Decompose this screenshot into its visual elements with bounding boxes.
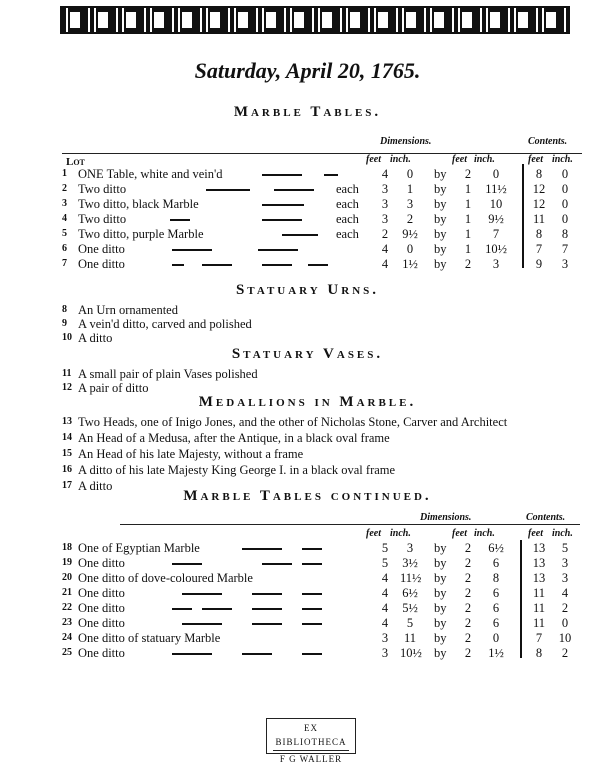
dimension-feet-2: 1: [464, 242, 472, 256]
dimension-inch-1: 10½: [400, 646, 422, 660]
each-label: each: [336, 227, 359, 241]
list-item: [62, 462, 582, 478]
inch-label: inch.: [474, 154, 495, 165]
dimension-inch-1: 11: [403, 631, 417, 645]
list-item: [62, 430, 582, 446]
leader-dash: [172, 264, 184, 266]
leader-dash: [302, 563, 322, 565]
leader-dash: [308, 264, 328, 266]
leader-dash: [262, 264, 292, 266]
leader-dash: [262, 219, 302, 221]
lot-number: 24: [62, 632, 72, 643]
lot-number: 22: [62, 602, 72, 613]
table-row: [62, 615, 582, 631]
dimension-feet-2: 2: [464, 601, 472, 615]
dimension-feet-2: 2: [464, 167, 472, 181]
lot-number: 8: [62, 304, 67, 315]
contents-inch: 4: [561, 586, 569, 600]
dimension-feet-2: 1: [464, 197, 472, 211]
contents-inch: 0: [561, 167, 569, 181]
dimension-feet-1: 4: [381, 586, 389, 600]
inch-label: inch.: [474, 528, 495, 539]
contents-feet: 11: [532, 616, 546, 630]
contents-feet: 13: [532, 556, 546, 570]
dimension-inch-1: 5: [406, 616, 414, 630]
leader-dash: [258, 249, 298, 251]
leader-dash: [202, 608, 232, 610]
leader-dash: [252, 593, 282, 595]
leader-dash: [242, 653, 272, 655]
lot-number: 16: [62, 464, 72, 475]
dimension-feet-2: 2: [464, 571, 472, 585]
table-row: [62, 166, 582, 182]
table-row: [62, 630, 582, 646]
contents-header: Contents.: [528, 136, 568, 147]
by-label: by: [434, 541, 447, 555]
column-rule: [522, 164, 524, 268]
leader-dash: [262, 174, 302, 176]
lot-number: 17: [62, 480, 72, 491]
leader-dash: [182, 623, 222, 625]
by-label: by: [434, 556, 447, 570]
dimension-feet-1: 4: [381, 616, 389, 630]
dimension-feet-1: 2: [381, 227, 389, 241]
lot-number: 13: [62, 416, 72, 427]
inch-label: inch.: [390, 528, 411, 539]
item-description: A ditto: [78, 479, 113, 493]
lot-number: 14: [62, 432, 72, 443]
leader-dash: [302, 548, 322, 550]
contents-header: Contents.: [526, 512, 566, 523]
table-row: [62, 570, 582, 586]
leader-dash: [324, 174, 338, 176]
dimension-feet-2: 1: [464, 212, 472, 226]
dimension-inch-1: 1: [406, 182, 414, 196]
leader-dash: [302, 653, 322, 655]
contents-feet: 11: [532, 586, 546, 600]
item-description: Two ditto, purple Marble: [78, 227, 204, 241]
bookplate-stamp: [266, 718, 356, 764]
stamp-line-2: F G WALLER: [279, 754, 343, 764]
by-label: by: [434, 197, 447, 211]
lot-number: 19: [62, 557, 72, 568]
inch-label: inch.: [552, 528, 573, 539]
contents-inch: 0: [561, 212, 569, 226]
dimension-inch-2: 1½: [488, 646, 504, 660]
lot-number: 3: [62, 198, 67, 209]
lot-number: 9: [62, 318, 67, 329]
table-row: [62, 256, 582, 272]
dimension-feet-1: 4: [381, 167, 389, 181]
lot-number: 11: [62, 368, 72, 379]
page-title: Saturday, April 20, 1765.: [194, 58, 421, 83]
dimension-inch-1: 2: [406, 212, 414, 226]
dimension-inch-2: 6½: [488, 541, 504, 555]
dimension-inch-1: 0: [406, 167, 414, 181]
by-label: by: [434, 167, 447, 181]
by-label: by: [434, 571, 447, 585]
dimension-feet-2: 2: [464, 541, 472, 555]
item-description: Two ditto, black Marble: [78, 197, 199, 211]
by-label: by: [434, 586, 447, 600]
each-label: each: [336, 212, 359, 226]
rule: [120, 524, 580, 525]
table-row: [62, 585, 582, 601]
contents-feet: 9: [535, 257, 543, 271]
leader-dash: [182, 593, 222, 595]
table-row: [62, 226, 582, 242]
leader-dash: [274, 189, 314, 191]
leader-dash: [172, 563, 202, 565]
dimension-feet-2: 1: [464, 227, 472, 241]
feet-label: feet: [452, 154, 467, 165]
dimension-inch-1: 0: [406, 242, 414, 256]
contents-feet: 7: [535, 242, 543, 256]
dimension-feet-2: 2: [464, 257, 472, 271]
dimension-inch-2: 6: [492, 616, 500, 630]
table-row: [62, 540, 582, 556]
feet-label: feet: [452, 528, 467, 539]
each-label: each: [336, 182, 359, 196]
leader-dash: [282, 234, 318, 236]
rule: [62, 153, 582, 154]
section-heading-statuary-urns: Statuary Urns.: [235, 282, 380, 298]
by-label: by: [434, 616, 447, 630]
item-description: ONE Table, white and vein'd: [78, 167, 223, 181]
dimension-inch-2: 0: [492, 167, 500, 181]
dimension-feet-1: 4: [381, 571, 389, 585]
dimension-inch-2: 9½: [488, 212, 504, 226]
leader-dash: [302, 623, 322, 625]
leader-dash: [302, 593, 322, 595]
contents-feet: 7: [535, 631, 543, 645]
feet-label: feet: [528, 154, 543, 165]
list-item: [62, 446, 582, 462]
lot-number: 7: [62, 258, 67, 269]
dimension-inch-1: 9½: [402, 227, 418, 241]
section-heading-marble-tables-continued: Marble Tables continued.: [183, 488, 432, 504]
dimension-feet-1: 3: [381, 182, 389, 196]
dimension-inch-2: 10½: [485, 242, 507, 256]
by-label: by: [434, 182, 447, 196]
list-item: [62, 414, 582, 430]
dimension-feet-1: 4: [381, 257, 389, 271]
leader-dash: [170, 219, 190, 221]
each-label: each: [336, 197, 359, 211]
item-description: One ditto: [78, 646, 125, 660]
dimension-inch-2: 6: [492, 586, 500, 600]
feet-label: feet: [528, 528, 543, 539]
dimension-inch-2: 10: [489, 197, 503, 211]
inch-label: inch.: [552, 154, 573, 165]
dimension-feet-2: 1: [464, 182, 472, 196]
dimension-feet-1: 3: [381, 646, 389, 660]
item-description: Two ditto: [78, 182, 127, 196]
lot-number: 23: [62, 617, 72, 628]
contents-feet: 11: [532, 212, 546, 226]
contents-inch: 0: [561, 197, 569, 211]
item-description: Two ditto: [78, 212, 127, 226]
item-description: One ditto of dove-coloured Marble: [78, 571, 253, 585]
lot-number: 10: [62, 332, 72, 343]
dimension-feet-2: 2: [464, 631, 472, 645]
feet-label: feet: [366, 528, 381, 539]
lot-number: 12: [62, 382, 72, 393]
ornamental-border-pattern: [62, 12, 568, 28]
item-description: One ditto: [78, 556, 125, 570]
by-label: by: [434, 631, 447, 645]
dimension-feet-1: 5: [381, 556, 389, 570]
dimension-feet-1: 4: [381, 601, 389, 615]
contents-inch: 8: [561, 227, 569, 241]
lot-number: 21: [62, 587, 72, 598]
dimensions-header: Dimensions.: [380, 136, 432, 147]
dimension-inch-1: 11½: [400, 571, 422, 585]
table-row: [62, 600, 582, 616]
section-heading-marble-tables: Marble Tables.: [233, 104, 382, 120]
lot-number: 15: [62, 448, 72, 459]
by-label: by: [434, 227, 447, 241]
by-label: by: [434, 646, 447, 660]
dimension-feet-1: 3: [381, 197, 389, 211]
item-description: An Head of a Medusa, after the Antique, in a black oval frame: [78, 431, 390, 445]
leader-dash: [202, 264, 232, 266]
dimension-inch-1: 3: [406, 541, 414, 555]
dimension-feet-1: 4: [381, 242, 389, 256]
column-rule: [520, 540, 522, 658]
by-label: by: [434, 601, 447, 615]
leader-dash: [252, 623, 282, 625]
dimension-feet-1: 5: [381, 541, 389, 555]
dimension-inch-1: 5½: [402, 601, 418, 615]
item-description: Two Heads, one of Inigo Jones, and the other of Nicholas Stone, Carver and Architect: [78, 415, 508, 429]
item-description: One ditto: [78, 601, 125, 615]
item-description: A vein'd ditto, carved and polished: [78, 317, 252, 331]
dimension-inch-1: 3: [406, 197, 414, 211]
stamp-line-1: EX BIBLIOTHECA: [275, 723, 347, 747]
lot-number: 2: [62, 183, 67, 194]
item-description: One ditto: [78, 242, 125, 256]
item-description: An Urn ornamented: [78, 303, 178, 317]
lot-number: 1: [62, 168, 67, 179]
item-description: A ditto of his late Majesty King George I. in a black oval frame: [78, 463, 396, 477]
dimensions-header: Dimensions.: [420, 512, 472, 523]
leader-dash: [206, 189, 250, 191]
contents-feet: 12: [532, 197, 546, 211]
lot-label: Lot: [66, 156, 85, 168]
lot-number: 4: [62, 213, 67, 224]
table-row: [62, 645, 582, 661]
contents-feet: 8: [535, 227, 543, 241]
contents-feet: 12: [532, 182, 546, 196]
contents-feet: 13: [532, 571, 546, 585]
section-heading-medallions: Medallions in Marble.: [198, 394, 417, 410]
leader-dash: [252, 608, 282, 610]
dimension-feet-2: 2: [464, 616, 472, 630]
item-description: One ditto: [78, 616, 125, 630]
contents-inch: 5: [561, 541, 569, 555]
item-description: One ditto: [78, 586, 125, 600]
by-label: by: [434, 212, 447, 226]
dimension-inch-2: 7: [492, 227, 500, 241]
leader-dash: [242, 548, 282, 550]
leader-dash: [172, 653, 212, 655]
leader-dash: [262, 563, 292, 565]
dimension-feet-2: 2: [464, 586, 472, 600]
contents-inch: 2: [561, 601, 569, 615]
item-description: One ditto of statuary Marble: [78, 631, 221, 645]
item-description: One of Egyptian Marble: [78, 541, 200, 555]
item-description: A pair of ditto: [78, 381, 149, 395]
feet-label: feet: [366, 154, 381, 165]
dimension-inch-2: 11½: [485, 182, 507, 196]
leader-dash: [172, 249, 212, 251]
table-row: [62, 211, 582, 227]
lot-number: 5: [62, 228, 67, 239]
dimension-inch-2: 0: [492, 631, 500, 645]
lot-number: 18: [62, 542, 72, 553]
dimension-inch-1: 3½: [402, 556, 418, 570]
dimension-inch-2: 6: [492, 601, 500, 615]
lot-number: 6: [62, 243, 67, 254]
dimension-inch-1: 1½: [402, 257, 418, 271]
leader-dash: [262, 204, 304, 206]
dimension-feet-1: 3: [381, 631, 389, 645]
contents-feet: 13: [532, 541, 546, 555]
dimension-inch-2: 8: [492, 571, 500, 585]
contents-inch: 3: [561, 556, 569, 570]
contents-inch: 0: [561, 182, 569, 196]
dimension-feet-2: 2: [464, 556, 472, 570]
item-description: A ditto: [78, 331, 113, 345]
table-row: [62, 196, 582, 212]
lot-number: 25: [62, 647, 72, 658]
lot-number: 20: [62, 572, 72, 583]
dimension-inch-1: 6½: [402, 586, 418, 600]
dimension-inch-2: 6: [492, 556, 500, 570]
item-description: A small pair of plain Vases polished: [78, 367, 258, 381]
contents-inch: 2: [561, 646, 569, 660]
dimension-inch-2: 3: [492, 257, 500, 271]
contents-feet: 8: [535, 646, 543, 660]
dimension-feet-2: 2: [464, 646, 472, 660]
by-label: by: [434, 257, 447, 271]
table-row: [62, 555, 582, 571]
contents-inch: 10: [558, 631, 572, 645]
leader-dash: [302, 608, 322, 610]
contents-feet: 8: [535, 167, 543, 181]
contents-feet: 11: [532, 601, 546, 615]
contents-inch: 0: [561, 616, 569, 630]
by-label: by: [434, 242, 447, 256]
contents-inch: 7: [561, 242, 569, 256]
item-description: One ditto: [78, 257, 125, 271]
contents-inch: 3: [561, 571, 569, 585]
table-row: [62, 241, 582, 257]
contents-inch: 3: [561, 257, 569, 271]
table-row: [62, 181, 582, 197]
leader-dash: [172, 608, 192, 610]
item-description: An Head of his late Majesty, without a frame: [78, 447, 304, 461]
list-item: [62, 330, 582, 346]
dimension-feet-1: 3: [381, 212, 389, 226]
inch-label: inch.: [390, 154, 411, 165]
section-heading-statuary-vases: Statuary Vases.: [231, 346, 384, 362]
